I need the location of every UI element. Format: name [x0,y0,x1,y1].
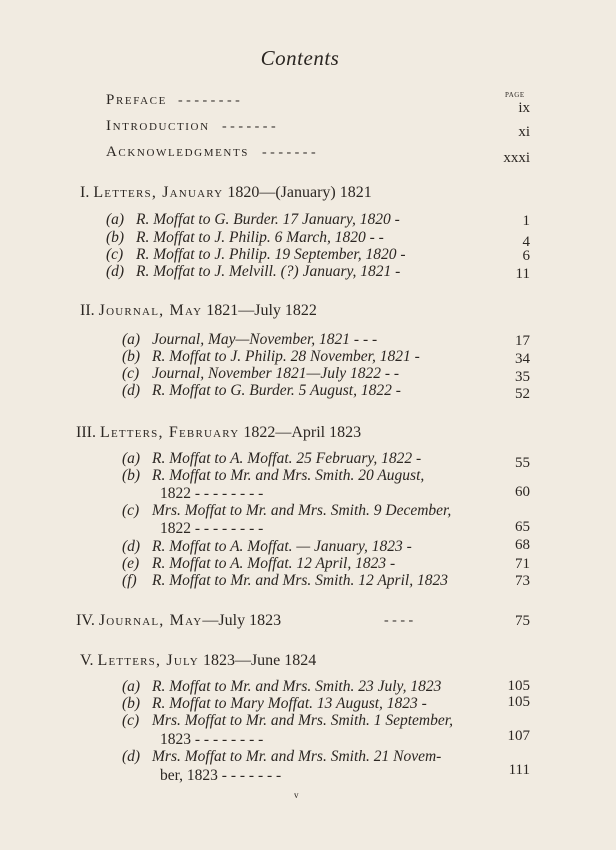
page-number: 11 [515,266,530,282]
section-heading-dates: 1821—July 1822 [206,302,317,319]
section-heading-title: Letters, January [93,184,224,201]
item-label: (e) [122,555,140,572]
item-text: Mrs. Moffat to Mr. and Mrs. Smith. 9 December, [152,502,452,519]
item-label: (c) [122,712,140,729]
item-text: Mrs. Moffat to Mr. and Mrs. Smith. 1 September, [152,712,453,729]
front-matter-acknowledgments: Acknowledgments [106,144,249,160]
item-text: R. Moffat to J. Philip. 19 September, 1820 - [136,246,406,263]
item-continuation: 1823 - - - - - - - - [160,731,264,748]
section-heading-title: Letters, February [99,424,240,441]
item-text: Mrs. Moffat to Mr. and Mrs. Smith. 21 Novem- [152,748,442,765]
item-label: (c) [122,502,140,519]
page-number: 105 [507,678,530,694]
section-heading [76,424,361,442]
page-number: 35 [515,369,530,385]
section-heading-dates: 1822—April 1823 [243,424,362,441]
leader-dashes: - - - - [384,613,414,628]
item-text: R. Moffat to Mr. and Mrs. Smith. 20 August, [152,467,425,484]
section-heading [76,612,281,630]
item-label: (b) [122,695,141,712]
front-matter-preface: Preface [106,92,167,108]
item-text: R. Moffat to Mary Moffat. 13 August, 1823 - [152,695,427,712]
page-number: 105 [507,694,530,710]
list-item [106,229,384,247]
list-item [122,331,377,349]
page-number: 52 [515,386,530,402]
page-folio: v [294,790,299,800]
page-number: 1 [522,213,530,229]
section-heading-title: Journal, May [98,612,203,629]
item-text: R. Moffat to A. Moffat. — January, 1823 - [152,538,412,555]
leader-dashes: - - - - - - - [222,119,276,134]
list-item [122,748,441,766]
item-label: (d) [122,538,141,555]
item-text: R. Moffat to G. Burder. 5 August, 1822 - [152,382,401,399]
item-text: Journal, November 1821—July 1822 - - [152,365,400,382]
item-label: (d) [122,748,141,765]
item-continuation: ber, 1823 - - - - - - - [160,767,282,784]
item-label: (a) [122,678,141,695]
list-item [122,678,441,696]
section-heading-dates: 1823—June 1824 [202,652,317,669]
item-text: Journal, May—November, 1821 - - - [152,331,378,348]
item-label: (d) [106,263,125,280]
section-heading-dates: 1820—(January) 1821 [227,184,372,201]
list-item [122,502,451,520]
page-number: 111 [508,762,530,778]
page-number: 17 [515,333,530,349]
page-column-header: PAGE [505,91,525,99]
item-label: (b) [122,467,141,484]
item-text: R. Moffat to J. Philip. 6 March, 1820 - - [136,229,384,246]
list-item [122,712,453,730]
page-number: 65 [515,519,530,535]
page-number: 4 [522,234,530,250]
section-numeral: V. [80,652,94,669]
list-item [106,211,400,229]
list-item [122,572,448,590]
page-number: 55 [515,455,530,471]
item-label: (f) [122,572,137,589]
page-number: 107 [507,728,530,744]
leader-dashes: - - - - - - - [262,145,316,160]
list-item [122,538,412,556]
item-text: R. Moffat to G. Burder. 17 January, 1820 - [136,211,400,228]
section-heading [80,652,316,670]
page-number: 75 [515,613,530,629]
list-item [122,467,424,485]
section-numeral: IV. [76,612,95,629]
section-numeral: III. [76,424,96,441]
list-item [122,695,427,713]
section-heading-dates: —July 1823 [202,612,282,629]
item-text: R. Moffat to J. Melvill. (?) January, 1821 - [136,263,401,280]
item-label: (b) [122,348,141,365]
item-label: (a) [122,450,141,467]
section-numeral: I. [80,184,90,201]
item-text: R. Moffat to A. Moffat. 25 February, 1822 - [152,450,422,467]
item-continuation: 1822 - - - - - - - - [160,485,264,502]
item-label: (a) [122,331,141,348]
item-text: R. Moffat to J. Philip. 28 November, 1821 - [152,348,420,365]
item-label: (c) [106,246,124,263]
section-numeral: II. [80,302,95,319]
item-label: (b) [106,229,125,246]
item-label: (d) [122,382,141,399]
list-item [122,365,399,383]
section-heading [80,302,317,320]
page-number: 6 [522,248,530,264]
item-text: R. Moffat to A. Moffat. 12 April, 1823 - [152,555,396,572]
page-number: xi [518,124,530,140]
page-number: 60 [515,484,530,500]
item-text: R. Moffat to Mr. and Mrs. Smith. 12 April, 1823 [152,572,448,589]
section-heading [80,184,372,202]
item-label: (c) [122,365,140,382]
list-item [122,555,395,573]
page-number: xxxi [503,150,530,166]
page-number: 71 [515,556,530,572]
item-continuation: 1822 - - - - - - - - [160,520,264,537]
list-item [122,348,420,366]
page-number: 68 [515,537,530,553]
section-heading-title: Letters, July [97,652,199,669]
list-item [106,263,400,281]
page-title: Contents [260,46,340,70]
page-number: 34 [515,351,530,367]
leader-dashes: - - - - - - - - [178,93,240,108]
list-item [122,450,421,468]
list-item [122,382,401,400]
page-number: 73 [515,573,530,589]
list-item [106,246,406,264]
item-text: R. Moffat to Mr. and Mrs. Smith. 23 July, 1823 [152,678,442,695]
front-matter-introduction: Introduction [106,118,210,134]
item-label: (a) [106,211,125,228]
section-heading-title: Journal, May [98,302,203,319]
page-number: ix [518,100,530,116]
